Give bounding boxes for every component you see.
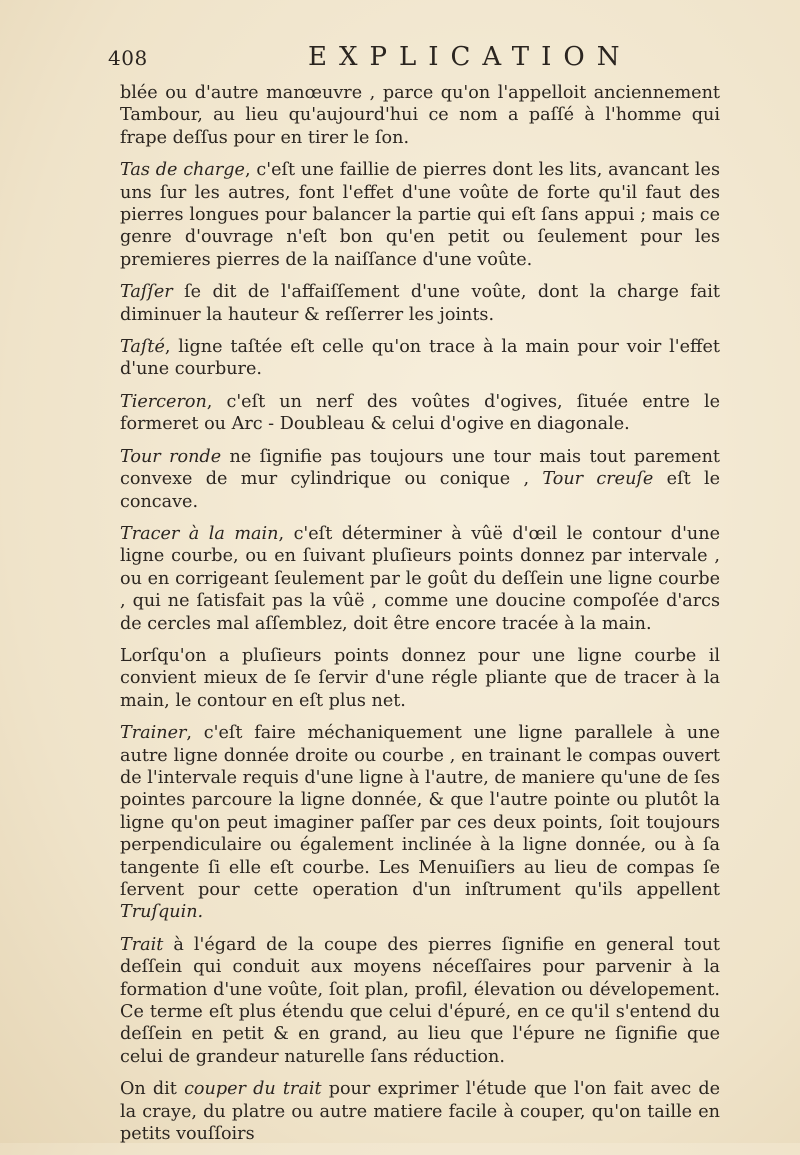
entry-text: , c'eſt faire méchaniquement une ligne parallele à une autre ligne donnée droite ou courbe , en trainant le compas ouvert de l'intervale requis d'une ligne à l'autre, de maniere qu'une de ſes pointes parcoure la ligne donnée, & que l'autre pointe ou plutôt la ligne qu'on peut imaginer paſſer par ces deux points, ſoit toujours perpendiculaire ou également inclinée à la ligne donnée, ou à ſa tangente ſi elle eſt courbe. Les Menuiſiers au lieu de compas ſe ſervent pour cette operation d'un inſtrument qu'ils appellent <box>120 723 720 900</box>
running-title: EXPLICATION <box>308 42 632 72</box>
entry-text: On dit <box>120 1079 177 1100</box>
entry-text: , c'eſt déterminer à vûë d'œil le contour d'une ligne courbe, ou en ſuivant pluſieurs points donnez par intervale , ou en corrigeant ſeulement par le goût du deſſein une ligne courbe , qui ne ſatisfait pas la vûë , comme une doucine compoſée d'arcs de cercles mal aſſemblez, doit être encore tracée à la main. <box>120 523 720 634</box>
entry-text: Lorſqu'on a pluſieurs points donnez pour une ligne courbe il convient mieux de ſe ſervir d'une régle pliante que de tracer à la main, le contour en eſt plus net. <box>120 645 720 711</box>
entry <box>120 1078 720 1145</box>
entry-text: , ligne taſtée eſt celle qu'on trace à la main pour voir l'effet d'une courbure. <box>120 337 720 380</box>
entry-text: à l'égard de la coupe des pierres ſignifie en general tout deſſein qui conduit aux moyens néceſſaires pour parvenir à la formation d'une voûte, ſoit plan, profil, élevation ou dévelopement. Ce terme eſt plus étendu que celui d'épuré, en ce qu'il s'entend du deſſein en petit & en grand, au lieu que l'épure ne ſignifie que celui de grandeur naturelle ſans réduction. <box>120 934 720 1067</box>
entry <box>120 336 720 381</box>
entry-text: , c'eſt un nerf des voûtes d'ogives, ſituée entre le formeret ou Arc - Doubleau & celui d'ogive en diagonale. <box>120 391 720 435</box>
entry-term: Tour ronde <box>120 446 222 467</box>
entry-term: Tas de charge <box>120 160 245 181</box>
entry-term: Tierceron <box>120 391 207 412</box>
entry <box>120 722 720 924</box>
entry-text-continued: eſt le concave. <box>120 469 721 512</box>
entry-term: Trait <box>120 934 164 955</box>
entry-inline-term: Tour creuſe <box>542 469 654 490</box>
entry <box>120 523 720 635</box>
entry <box>120 645 720 712</box>
entry <box>120 446 720 513</box>
entry <box>120 391 720 436</box>
entry-term: Taſſer <box>120 282 173 303</box>
entry-text: ſe dit de l'affaiſſement d'une voûte, dont la charge fait diminuer la hauteur & reſſerrer les joints. <box>120 282 720 325</box>
entry <box>120 281 720 326</box>
entry-inline-term: Truſquin. <box>120 902 204 923</box>
page-header <box>108 42 728 86</box>
page-number: 408 <box>108 46 148 70</box>
entry-text: blée ou d'autre manœuvre , parce qu'on l'appelloit anciennement Tambour, au lieu qu'aujourd'hui ce nom a paſſé à l'homme qui frape deſſus pour en tirer le ſon. <box>120 83 720 148</box>
entry-text: , c'eſt une faillie de pierres dont les lits, avancant les uns ſur les autres, font l'effet d'une voûte de forte qu'il faut des pierres longues pour balancer la partie qui eſt ſans appui ; mais ce genre d'ouvrage n'eſt bon qu'en petit ou ſeulement pour les premieres pierres de la naiſſance d'une voûte. <box>120 160 720 270</box>
entry <box>120 82 720 149</box>
body-text <box>120 82 720 1155</box>
entry <box>120 934 720 1068</box>
entry-inline-term: couper du trait <box>184 1079 322 1100</box>
entry-text-continued: pour exprimer l'étude que l'on fait avec de la craye, du platre ou autre matiere facile à couper, qu'on taille en petits vouſſoirs <box>120 1079 721 1145</box>
entry <box>120 159 720 271</box>
entry-term: Trainer <box>120 723 187 744</box>
entry-term: Tracer à la main <box>120 523 279 544</box>
entry-term: Taſté <box>120 337 165 358</box>
entry-text: ne ſignifie pas toujours une tour mais tout parement convexe de mur cylindrique ou conique , <box>120 446 720 490</box>
